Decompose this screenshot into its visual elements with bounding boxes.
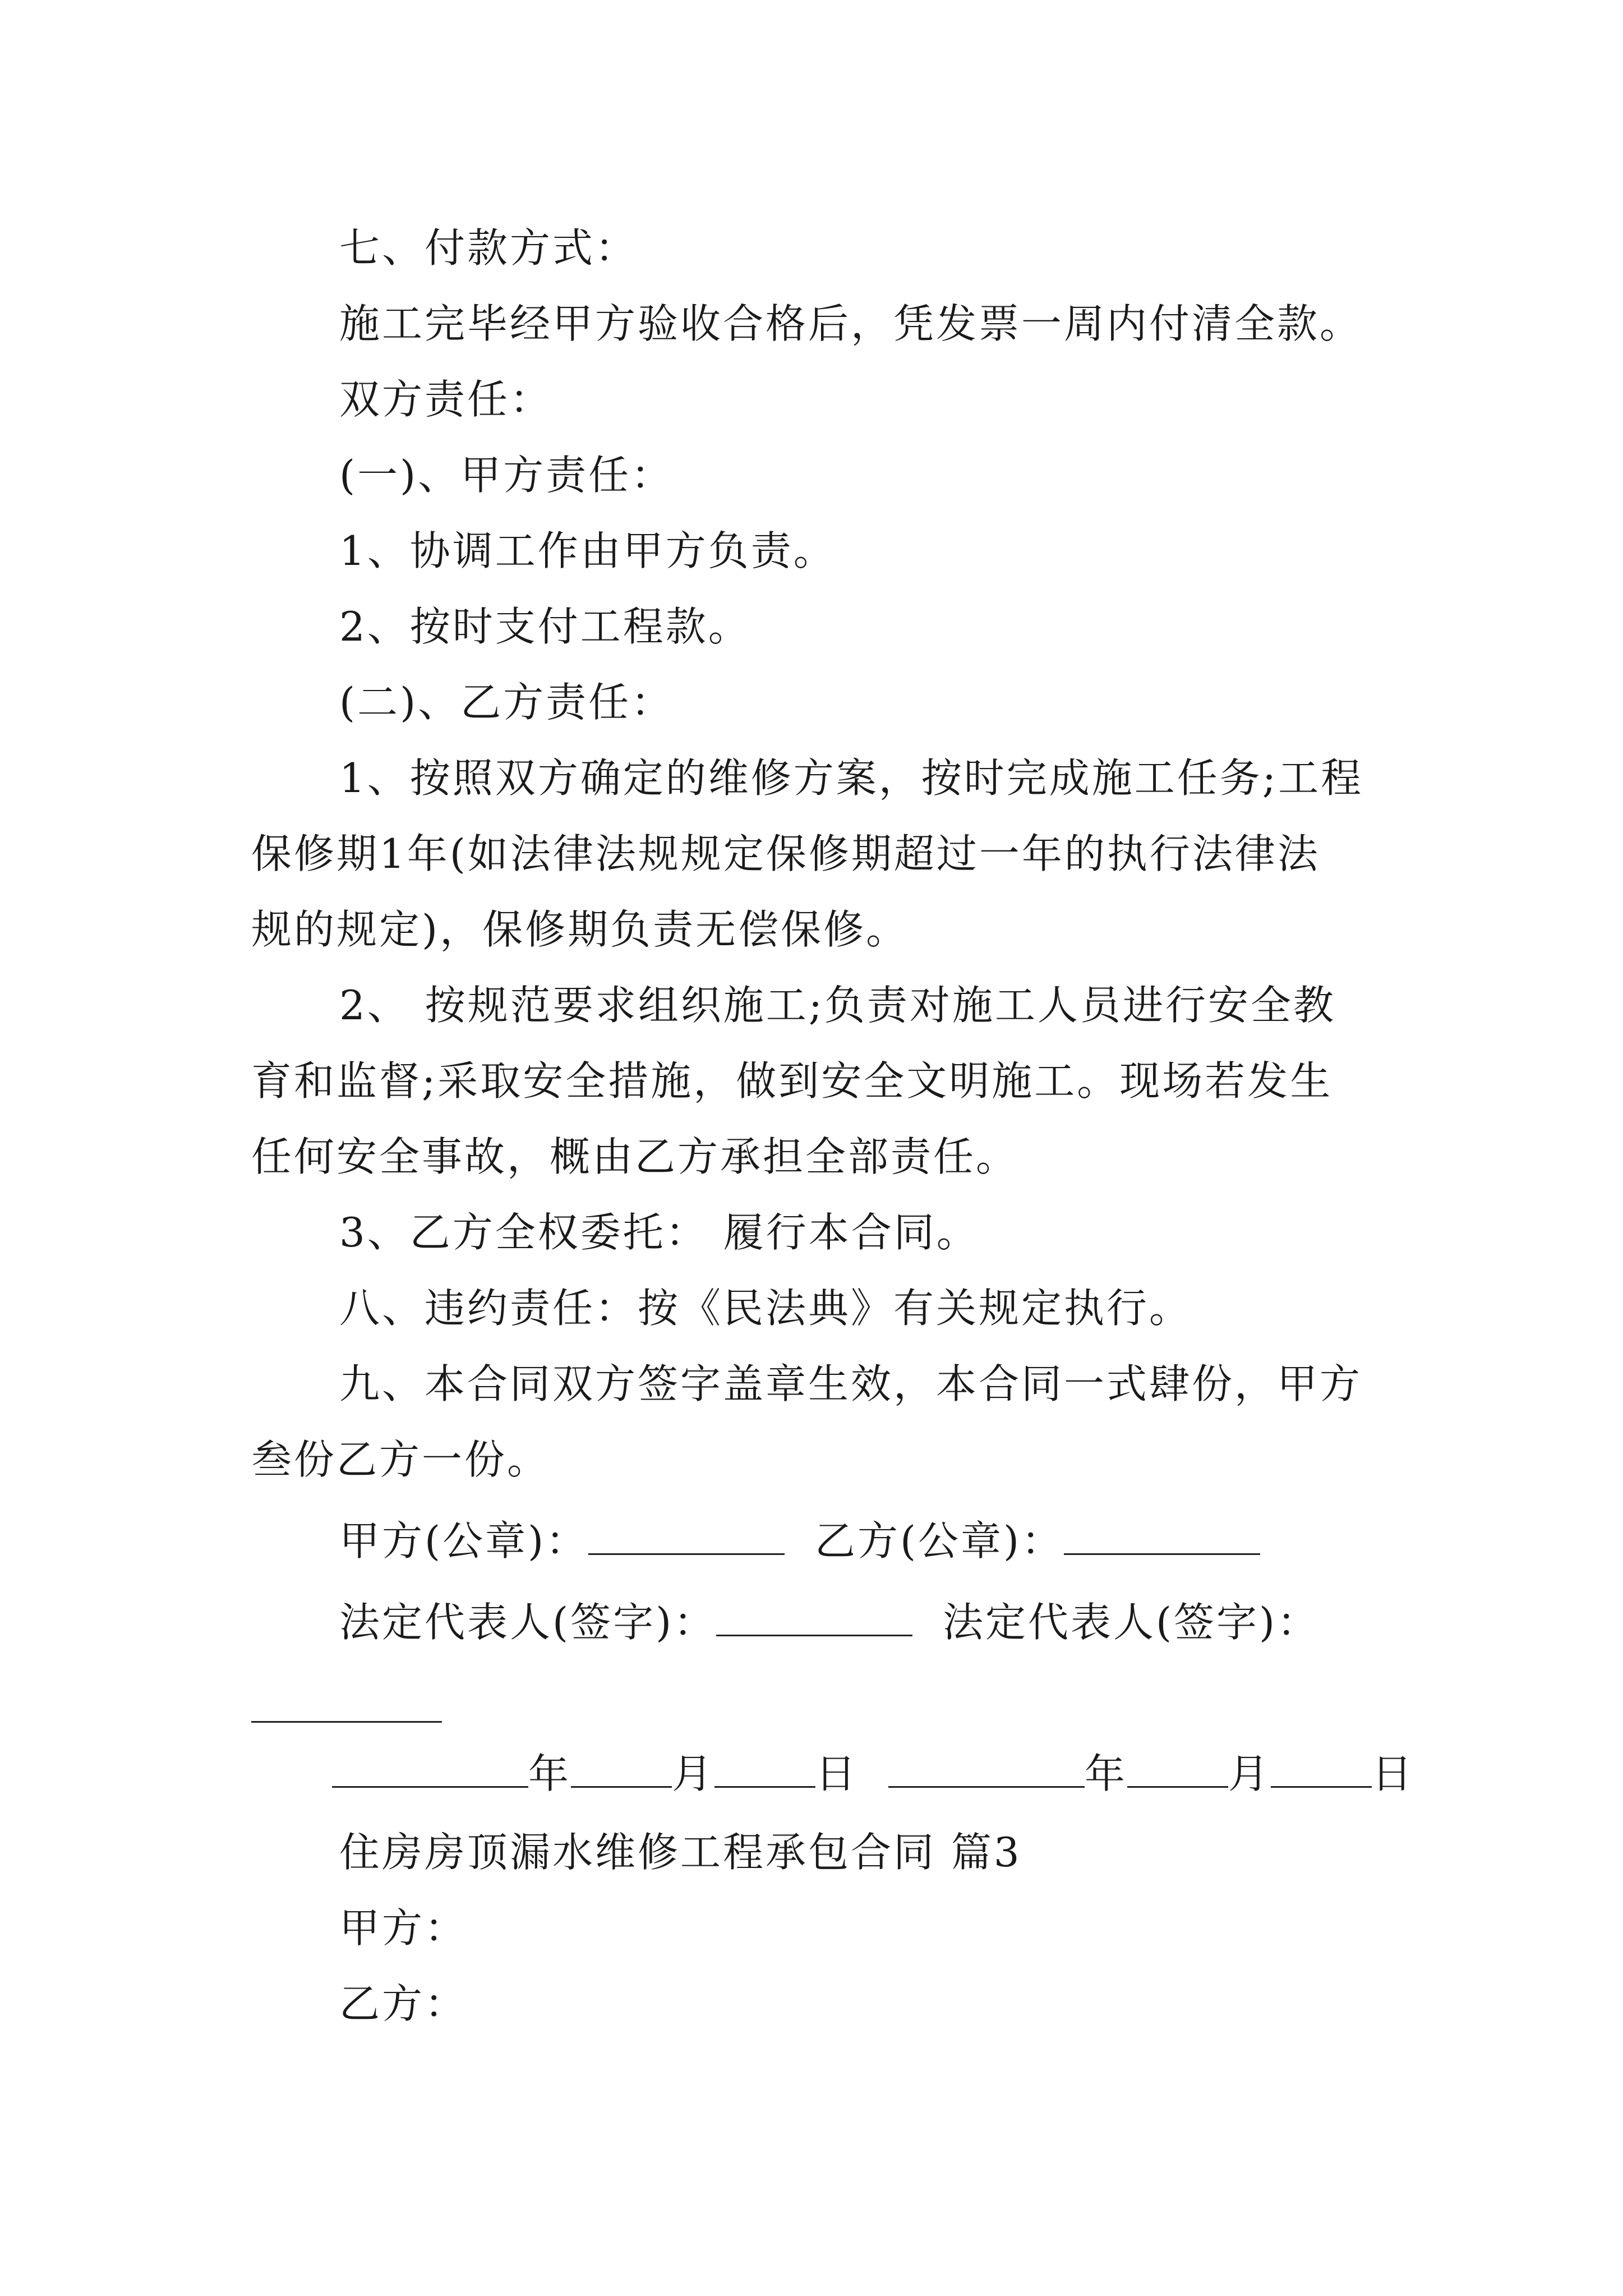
legal-rep-b-field[interactable] <box>251 1721 442 1723</box>
month-field-b[interactable] <box>1127 1746 1228 1788</box>
paragraph: 任何安全事故，概由乙方承担全部责任。 <box>251 1133 1019 1180</box>
year-field-b[interactable] <box>888 1746 1085 1788</box>
legal-rep-b-label: 法定代表人(签字)： <box>942 1599 1320 1646</box>
paragraph: 规的规定)，保修期负责无偿保修。 <box>251 906 909 953</box>
legal-rep-a-field[interactable] <box>716 1594 912 1636</box>
paragraph: 1、按照双方确定的维修方案，按时完成施工任务;工程 <box>339 754 1364 802</box>
year-label: 年 <box>528 1750 571 1797</box>
paragraph: 2、 按规范要求组织施工;负责对施工人员进行安全教 <box>339 982 1336 1029</box>
party-b-seal-label: 乙方(公章)： <box>814 1517 1064 1565</box>
date-row <box>332 1746 1414 1802</box>
seal-row <box>339 1513 1260 1569</box>
paragraph: 育和监督;采取安全措施，做到安全文明施工。现场若发生 <box>251 1057 1333 1105</box>
party-a-seal-field[interactable] <box>588 1513 785 1555</box>
section-title: 住房房顶漏水维修工程承包合同 篇3 <box>339 1829 1022 1876</box>
paragraph: 保修期1年(如法律法规规定保修期超过一年的执行法律法 <box>251 830 1320 877</box>
month-label: 月 <box>1228 1750 1271 1797</box>
sub-heading: (一)、甲方责任： <box>339 452 674 499</box>
party-b-seal-field[interactable] <box>1064 1513 1260 1555</box>
paragraph: 3、乙方全权委托： 履行本合同。 <box>339 1209 979 1256</box>
day-label: 日 <box>1371 1750 1414 1797</box>
paragraph: 叁份乙方一份。 <box>251 1436 550 1483</box>
list-item: 1、协调工作由甲方负责。 <box>339 527 836 574</box>
list-item: 2、按时支付工程款。 <box>339 603 751 650</box>
party-a-label: 甲方： <box>339 1904 468 1952</box>
month-label: 月 <box>672 1750 715 1797</box>
clause-8: 八、违约责任：按《民法典》有关规定执行。 <box>339 1285 1192 1332</box>
party-a-seal-label: 甲方(公章)： <box>339 1517 589 1565</box>
sub-heading: (二)、乙方责任： <box>339 679 674 726</box>
party-b-label: 乙方： <box>339 1980 468 2027</box>
year-label: 年 <box>1084 1750 1127 1797</box>
clause-7-heading: 七、付款方式： <box>339 224 638 272</box>
day-field-b[interactable] <box>1271 1746 1372 1788</box>
month-field-a[interactable] <box>571 1746 672 1788</box>
signature-row <box>339 1594 1320 1650</box>
day-field-a[interactable] <box>714 1746 815 1788</box>
year-field-a[interactable] <box>332 1746 528 1788</box>
legal-rep-a-label: 法定代表人(签字)： <box>339 1599 717 1646</box>
day-label: 日 <box>815 1750 859 1797</box>
paragraph: 施工完毕经甲方验收合格后，凭发票一周内付清全款。 <box>339 300 1363 347</box>
clause-9: 九、本合同双方签字盖章生效，本合同一式肆份，甲方 <box>339 1360 1363 1407</box>
section-heading: 双方责任： <box>339 376 553 423</box>
